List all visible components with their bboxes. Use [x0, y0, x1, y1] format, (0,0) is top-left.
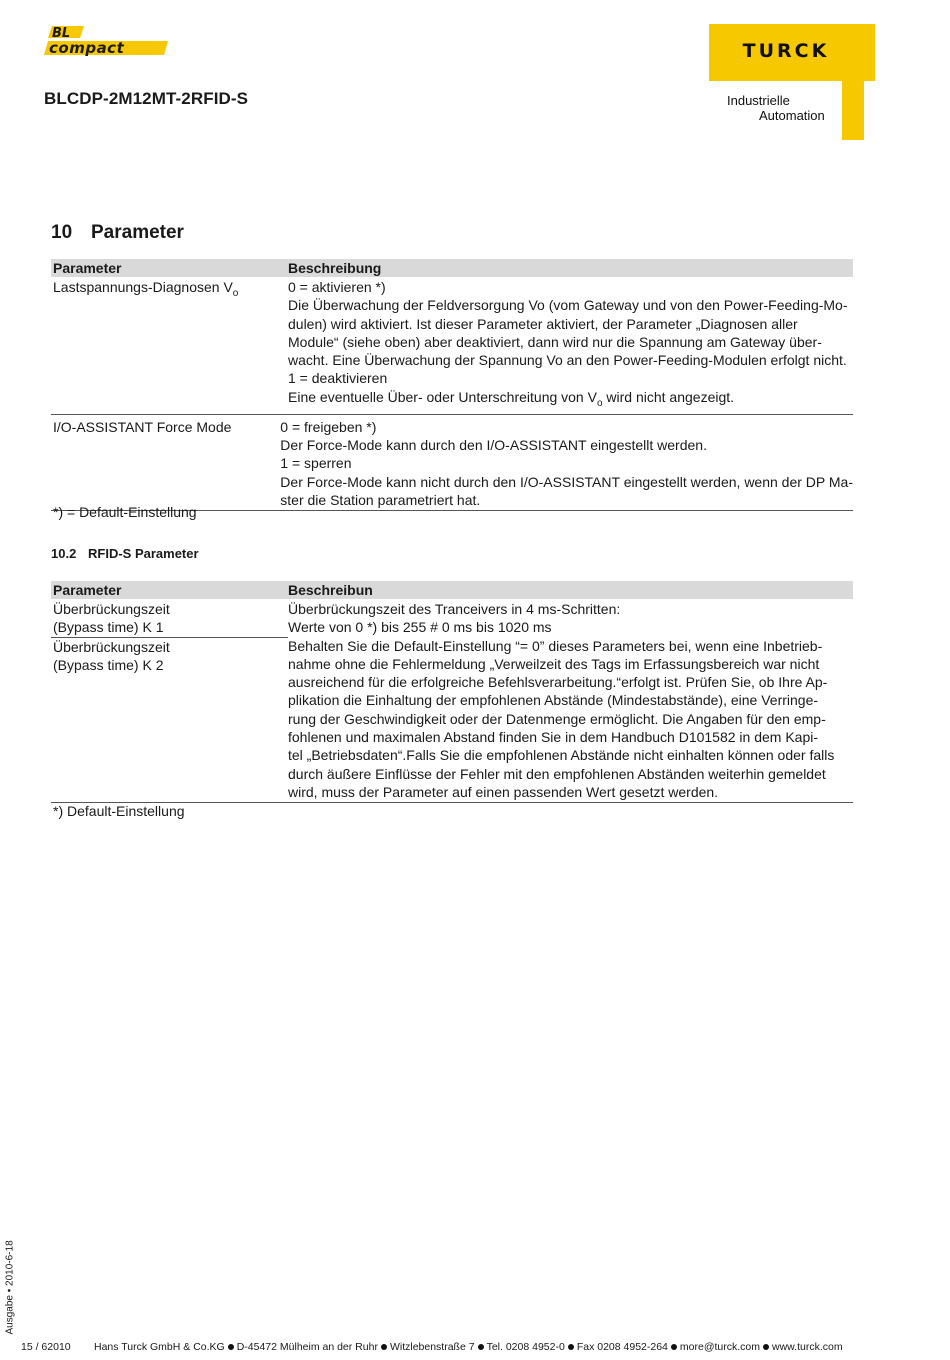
parameter-name	[51, 278, 288, 413]
parameter-name: I/O-ASSISTANT Force Mode	[53, 418, 232, 435]
parameter-name-line: (Bypass time) K 1	[53, 619, 164, 636]
description-line: Der Force-Mode kann durch den I/O-ASSISTANT eingestellt werden.	[280, 437, 707, 454]
description-line: ausreichend für die erfolgreiche Befehlsverarbeitung.“erfolgt ist. Prüfen Sie, ob Ihre Ap-	[288, 674, 828, 691]
description-line: fohlenen und maximalen Abstand finden Sie in dem Handbuch D101582 in dem Kapi-	[288, 729, 819, 746]
edition-text: Ausgabe • 2010-6-18	[4, 1240, 16, 1335]
description-line: Der Force-Mode kann nicht durch den I/O-ASSISTANT eingestellt werden, wenn der DP Ma-	[280, 473, 853, 490]
parameter-name-line: Überbrückungszeit	[53, 601, 170, 617]
bl-compact-logo	[44, 24, 172, 58]
description-line: plikation die Einhaltung der empfohlenen Abstände (Mindestabstände), eine Verringe-	[288, 692, 819, 709]
tagline-line1: Industrielle	[727, 93, 790, 108]
footer-email-link[interactable]: more@turck.com	[679, 1341, 760, 1353]
description-line: Überbrückungszeit des Tranceivers in 4 ms-Schritten:	[288, 601, 621, 617]
description-line: rung der Geschwindigkeit oder der Datenmenge ermöglicht. Die Angaben für den emp-	[288, 710, 826, 727]
description-line: dulen) wird aktiviert. Ist dieser Parameter aktiviert, der Parameter „Diagnosen aller	[288, 315, 798, 332]
parameter-name-column	[51, 600, 288, 801]
column-header-parameter: Parameter	[53, 260, 122, 276]
tagline-line2: Automation	[759, 108, 825, 123]
parameter-name-subscript: o	[232, 287, 239, 299]
description-line: tel „Betriebsdaten“.Falls Sie die empfohlenen Abstände nicht einhalten können oder falls	[288, 747, 835, 764]
page-number: 15 / 62010	[21, 1341, 71, 1353]
edition-label	[4, 1240, 18, 1335]
table-row	[51, 277, 853, 415]
rfid-parameter-table	[51, 581, 853, 803]
parameter-name-line: (Bypass time) K 2	[53, 656, 164, 673]
bullet-icon	[228, 1344, 234, 1350]
description-line: Die Überwachung der Feldversorgung Vo (vom Gateway und von den Power-Feeding-Mo-	[288, 297, 848, 314]
table-row	[51, 599, 853, 803]
turck-logo-strip	[842, 81, 864, 140]
parameter-name-text: Lastspannungs-Diagnosen V	[53, 279, 233, 295]
parameter-table	[51, 259, 853, 511]
footer-street: Witzlebenstraße 7	[389, 1341, 475, 1353]
footnote: *) = Default-Einstellung	[53, 504, 197, 520]
description-line: Werte von 0 *) bis 255 # 0 ms bis 1020 ms	[288, 619, 552, 636]
description-line: wacht. Eine Überwachung der Spannung Vo an den Power-Feeding-Modulen erfolgt nicht.	[288, 352, 847, 369]
section-title: Parameter	[91, 222, 184, 243]
footer-contact	[94, 1341, 843, 1353]
description-line: 0 = aktivieren *)	[288, 279, 386, 295]
subsection-number: 10.2	[51, 546, 77, 561]
description-subscript: o	[596, 397, 603, 409]
bl-logo-line1: BL	[52, 26, 71, 41]
bullet-icon	[478, 1344, 484, 1350]
bl-logo-line2: compact	[49, 39, 125, 57]
parameter-name	[51, 638, 288, 675]
section-heading	[51, 222, 184, 244]
bullet-icon	[381, 1344, 387, 1350]
footer-company: Hans Turck GmbH & Co.KG	[94, 1341, 225, 1353]
parameter-description	[288, 600, 853, 801]
description-line: durch äußere Einflüsse der Fehler mit den empfohlenen Abständen weiterhin gemeldet	[288, 765, 826, 782]
bullet-icon	[568, 1344, 574, 1350]
description-line: Module“ (siehe oben) aber deaktiviert, dann wird nur die Spannung am Gateway über-	[288, 333, 822, 350]
description-text: Eine eventuelle Über- oder Unterschreitung von V	[288, 388, 597, 405]
product-title: BLCDP-2M12MT-2RFID-S	[44, 89, 249, 108]
turck-logo-word: TURCK	[742, 40, 830, 62]
description-text: wird nicht angezeigt.	[602, 388, 735, 405]
parameter-name-line: Überbrückungszeit	[53, 638, 170, 655]
column-header-description: Beschreibung	[288, 260, 382, 276]
bullet-icon	[671, 1344, 677, 1350]
description-line: Behalten Sie die Default-Einstellung “= 0” dieses Parameters bei, wenn eine Inbetrieb-	[288, 637, 823, 654]
footer-fax: Fax 0208 4952-264	[576, 1341, 668, 1353]
table-row	[51, 415, 853, 511]
description-line: wird, muss der Parameter auf einen passenden Wert gesetzt werden.	[288, 783, 719, 800]
parameter-description	[288, 278, 853, 413]
footer-phone: Tel. 0208 4952-0	[486, 1341, 565, 1353]
description-line	[288, 388, 853, 413]
section-number: 10	[51, 222, 73, 243]
subsection-title: RFID-S Parameter	[88, 546, 199, 561]
subsection-heading	[51, 546, 199, 561]
footer-website-link[interactable]: www.turck.com	[771, 1341, 843, 1353]
column-header-description: Beschreibun	[288, 582, 373, 598]
parameter-description	[280, 418, 853, 509]
table-header	[51, 581, 853, 599]
footer-address: D-45472 Mülheim an der Ruhr	[236, 1341, 378, 1353]
description-line: 1 = deaktivieren	[288, 370, 388, 387]
description-line: 0 = freigeben *)	[280, 418, 377, 435]
footnote: *) Default-Einstellung	[53, 803, 185, 819]
description-line: nahme ohne die Fehlermeldung „Verweilzeit des Tags im Erfassungsbereich war nicht	[288, 655, 820, 672]
table-header	[51, 259, 853, 277]
column-header-parameter: Parameter	[53, 582, 122, 598]
bullet-icon	[763, 1344, 769, 1350]
description-line: ster die Station parametriert hat.	[280, 492, 481, 509]
description-line: 1 = sperren	[280, 455, 352, 472]
parameter-name	[51, 600, 288, 638]
